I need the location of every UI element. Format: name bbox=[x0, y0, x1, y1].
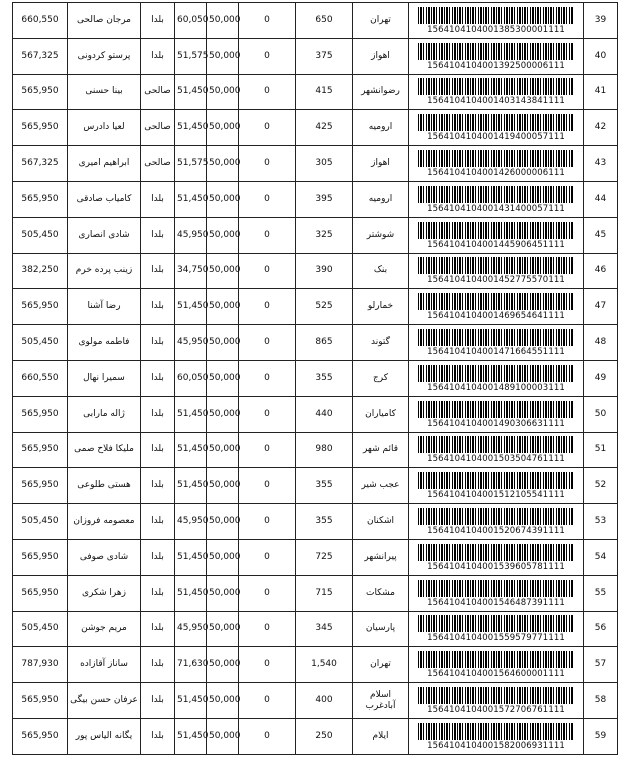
cell-type: بلدا bbox=[141, 718, 175, 754]
cell-amount-a: 50,000 bbox=[207, 539, 239, 575]
cell-amount-a: 50,000 bbox=[207, 217, 239, 253]
cell-type: بلدا bbox=[141, 253, 175, 289]
cell-amount-b: 71,630 bbox=[175, 647, 207, 683]
cell-total: 565,950 bbox=[13, 683, 68, 719]
cell-index: 43 bbox=[584, 146, 618, 182]
cell-city: مشکات bbox=[353, 575, 409, 611]
cell-amount-b: 51,450 bbox=[175, 110, 207, 146]
cell-barcode bbox=[409, 396, 584, 432]
cell-zero: 0 bbox=[239, 468, 296, 504]
cell-barcode bbox=[409, 110, 584, 146]
table-row bbox=[13, 718, 618, 754]
cell-amount-a: 50,000 bbox=[207, 718, 239, 754]
cell-name: عرفان حسن بیگی bbox=[68, 683, 141, 719]
barcode-number: 1564104104001445906451111 bbox=[427, 239, 565, 250]
cell-total: 565,950 bbox=[13, 575, 68, 611]
cell-amount-b: 60,050 bbox=[175, 360, 207, 396]
cell-amount-a: 50,000 bbox=[207, 38, 239, 74]
cell-total: 505,450 bbox=[13, 325, 68, 361]
cell-city: عجب شیر bbox=[353, 468, 409, 504]
cell-type: صالحی bbox=[141, 110, 175, 146]
cell-index: 41 bbox=[584, 74, 618, 110]
cell-total: 505,450 bbox=[13, 611, 68, 647]
cell-city: قائم شهر bbox=[353, 432, 409, 468]
cell-index: 46 bbox=[584, 253, 618, 289]
barcode-graphic bbox=[418, 401, 574, 418]
cell-barcode bbox=[409, 432, 584, 468]
table-row bbox=[13, 432, 618, 468]
cell-barcode bbox=[409, 360, 584, 396]
cell-total: 565,950 bbox=[13, 432, 68, 468]
table-row bbox=[13, 253, 618, 289]
barcode-graphic bbox=[418, 257, 574, 274]
cell-qty: 375 bbox=[296, 38, 353, 74]
cell-amount-b: 60,050 bbox=[175, 3, 207, 39]
cell-qty: 355 bbox=[296, 468, 353, 504]
cell-index: 50 bbox=[584, 396, 618, 432]
cell-total: 565,950 bbox=[13, 718, 68, 754]
cell-type: بلدا bbox=[141, 289, 175, 325]
barcode-graphic bbox=[418, 472, 574, 489]
cell-total: 382,250 bbox=[13, 253, 68, 289]
cell-name: شادی صوفی bbox=[68, 539, 141, 575]
cell-city: شوشتر bbox=[353, 217, 409, 253]
cell-city: اسلام آبادغرب bbox=[353, 683, 409, 719]
cell-type: بلدا bbox=[141, 504, 175, 540]
table-row bbox=[13, 289, 618, 325]
cell-type: بلدا bbox=[141, 575, 175, 611]
cell-barcode bbox=[409, 575, 584, 611]
cell-zero: 0 bbox=[239, 396, 296, 432]
cell-city: تهران bbox=[353, 647, 409, 683]
barcode-graphic bbox=[418, 150, 574, 167]
cell-type: بلدا bbox=[141, 468, 175, 504]
cell-type: بلدا bbox=[141, 396, 175, 432]
cell-zero: 0 bbox=[239, 539, 296, 575]
cell-qty: 345 bbox=[296, 611, 353, 647]
barcode-graphic bbox=[418, 329, 574, 346]
cell-index: 57 bbox=[584, 647, 618, 683]
cell-qty: 390 bbox=[296, 253, 353, 289]
cell-type: بلدا bbox=[141, 360, 175, 396]
barcode-graphic bbox=[418, 615, 574, 632]
cell-zero: 0 bbox=[239, 360, 296, 396]
barcode-graphic bbox=[418, 436, 574, 453]
cell-barcode bbox=[409, 468, 584, 504]
cell-city: ارومیه bbox=[353, 181, 409, 217]
cell-zero: 0 bbox=[239, 38, 296, 74]
cell-total: 565,950 bbox=[13, 539, 68, 575]
cell-name: مرجان صالحی bbox=[68, 3, 141, 39]
cell-city: رضوانشهر bbox=[353, 74, 409, 110]
barcode-graphic bbox=[418, 114, 574, 131]
cell-total: 565,950 bbox=[13, 468, 68, 504]
barcode-graphic bbox=[418, 222, 574, 239]
cell-name: ابراهیم امیری bbox=[68, 146, 141, 182]
cell-amount-a: 50,000 bbox=[207, 74, 239, 110]
cell-amount-a: 50,000 bbox=[207, 468, 239, 504]
cell-total: 565,950 bbox=[13, 181, 68, 217]
cell-type: بلدا bbox=[141, 432, 175, 468]
cell-qty: 980 bbox=[296, 432, 353, 468]
barcode-number: 1564104104001489100003111 bbox=[427, 382, 565, 393]
cell-amount-a: 50,000 bbox=[207, 181, 239, 217]
cell-qty: 865 bbox=[296, 325, 353, 361]
cell-barcode bbox=[409, 38, 584, 74]
cell-zero: 0 bbox=[239, 718, 296, 754]
cell-zero: 0 bbox=[239, 432, 296, 468]
cell-qty: 715 bbox=[296, 575, 353, 611]
cell-amount-b: 51,450 bbox=[175, 683, 207, 719]
table-row bbox=[13, 217, 618, 253]
cell-city: تهران bbox=[353, 3, 409, 39]
cell-qty: 395 bbox=[296, 181, 353, 217]
table-row bbox=[13, 360, 618, 396]
cell-total: 565,950 bbox=[13, 396, 68, 432]
table-row bbox=[13, 647, 618, 683]
cell-name: شادی انصاری bbox=[68, 217, 141, 253]
cell-index: 42 bbox=[584, 110, 618, 146]
cell-index: 59 bbox=[584, 718, 618, 754]
cell-amount-b: 51,575 bbox=[175, 146, 207, 182]
barcode-number: 1564104104001503504761111 bbox=[427, 454, 565, 465]
cell-amount-a: 50,000 bbox=[207, 611, 239, 647]
cell-type: بلدا bbox=[141, 181, 175, 217]
cell-zero: 0 bbox=[239, 3, 296, 39]
cell-name: پرستو کردونی bbox=[68, 38, 141, 74]
cell-amount-a: 50,000 bbox=[207, 396, 239, 432]
cell-index: 52 bbox=[584, 468, 618, 504]
table-row bbox=[13, 181, 618, 217]
cell-amount-a: 50,000 bbox=[207, 575, 239, 611]
barcode-number: 1564104104001419400057111 bbox=[427, 132, 565, 143]
table-row bbox=[13, 74, 618, 110]
cell-barcode bbox=[409, 539, 584, 575]
cell-amount-a: 50,000 bbox=[207, 504, 239, 540]
barcode-number: 1564104104001469654641111 bbox=[427, 311, 565, 322]
cell-index: 58 bbox=[584, 683, 618, 719]
table-row bbox=[13, 3, 618, 39]
barcode-number: 1564104104001572706761111 bbox=[427, 705, 565, 716]
cell-name: رضا آشنا bbox=[68, 289, 141, 325]
cell-qty: 250 bbox=[296, 718, 353, 754]
cell-type: بلدا bbox=[141, 325, 175, 361]
cell-type: صالحی bbox=[141, 146, 175, 182]
barcode-number: 1564104104001520674391111 bbox=[427, 526, 565, 537]
cell-name: ساناز آقازاده bbox=[68, 647, 141, 683]
cell-qty: 400 bbox=[296, 683, 353, 719]
barcode-graphic bbox=[418, 723, 574, 740]
cell-index: 40 bbox=[584, 38, 618, 74]
cell-zero: 0 bbox=[239, 647, 296, 683]
cell-amount-a: 50,000 bbox=[207, 432, 239, 468]
cell-amount-b: 51,575 bbox=[175, 38, 207, 74]
barcode-number: 1564104104001490306631111 bbox=[427, 418, 565, 429]
cell-amount-a: 50,000 bbox=[207, 360, 239, 396]
barcode-graphic bbox=[418, 293, 574, 310]
cell-city: ارومیه bbox=[353, 110, 409, 146]
cell-name: کامیاب صادقی bbox=[68, 181, 141, 217]
cell-amount-b: 51,450 bbox=[175, 181, 207, 217]
cell-index: 51 bbox=[584, 432, 618, 468]
cell-type: بلدا bbox=[141, 683, 175, 719]
table-row bbox=[13, 146, 618, 182]
barcode-number: 1564104104001471664551111 bbox=[427, 347, 565, 358]
cell-zero: 0 bbox=[239, 110, 296, 146]
cell-amount-b: 45,950 bbox=[175, 611, 207, 647]
cell-total: 567,325 bbox=[13, 146, 68, 182]
cell-name: بینا حسنی bbox=[68, 74, 141, 110]
cell-city: اشکنان bbox=[353, 504, 409, 540]
cell-city: خمارلو bbox=[353, 289, 409, 325]
table-row bbox=[13, 683, 618, 719]
cell-qty: 425 bbox=[296, 110, 353, 146]
cell-qty: 525 bbox=[296, 289, 353, 325]
cell-zero: 0 bbox=[239, 181, 296, 217]
cell-amount-a: 50,000 bbox=[207, 683, 239, 719]
cell-barcode bbox=[409, 683, 584, 719]
cell-amount-a: 50,000 bbox=[207, 289, 239, 325]
cell-amount-b: 51,450 bbox=[175, 539, 207, 575]
cell-name: سمیرا نهال bbox=[68, 360, 141, 396]
cell-type: بلدا bbox=[141, 539, 175, 575]
cell-qty: 415 bbox=[296, 74, 353, 110]
cell-zero: 0 bbox=[239, 504, 296, 540]
barcode-number: 1564104104001546487391111 bbox=[427, 597, 565, 608]
cell-type: بلدا bbox=[141, 38, 175, 74]
cell-barcode bbox=[409, 146, 584, 182]
cell-city: کرج bbox=[353, 360, 409, 396]
cell-total: 787,930 bbox=[13, 647, 68, 683]
table-row bbox=[13, 539, 618, 575]
cell-type: بلدا bbox=[141, 647, 175, 683]
cell-name: مریم جوشن bbox=[68, 611, 141, 647]
cell-name: ملیکا فلاح صمی bbox=[68, 432, 141, 468]
cell-amount-b: 51,450 bbox=[175, 432, 207, 468]
barcode-graphic bbox=[418, 43, 574, 60]
cell-barcode bbox=[409, 325, 584, 361]
cell-index: 47 bbox=[584, 289, 618, 325]
cell-qty: 305 bbox=[296, 146, 353, 182]
cell-name: زهرا شکری bbox=[68, 575, 141, 611]
cell-amount-a: 50,000 bbox=[207, 110, 239, 146]
cell-amount-a: 50,000 bbox=[207, 647, 239, 683]
cell-zero: 0 bbox=[239, 325, 296, 361]
cell-amount-b: 51,450 bbox=[175, 396, 207, 432]
cell-total: 660,550 bbox=[13, 3, 68, 39]
cell-qty: 355 bbox=[296, 360, 353, 396]
barcode-number: 1564104104001559579771111 bbox=[427, 633, 565, 644]
cell-type: بلدا bbox=[141, 611, 175, 647]
cell-amount-b: 51,450 bbox=[175, 718, 207, 754]
cell-amount-a: 50,000 bbox=[207, 146, 239, 182]
cell-city: کامیاران bbox=[353, 396, 409, 432]
shipment-table bbox=[12, 2, 618, 755]
cell-barcode bbox=[409, 74, 584, 110]
table-row bbox=[13, 504, 618, 540]
cell-city: گتوند bbox=[353, 325, 409, 361]
cell-zero: 0 bbox=[239, 683, 296, 719]
cell-amount-b: 51,450 bbox=[175, 575, 207, 611]
cell-amount-b: 51,450 bbox=[175, 468, 207, 504]
cell-zero: 0 bbox=[239, 217, 296, 253]
table-row bbox=[13, 325, 618, 361]
cell-index: 45 bbox=[584, 217, 618, 253]
cell-amount-a: 50,000 bbox=[207, 325, 239, 361]
cell-index: 56 bbox=[584, 611, 618, 647]
cell-barcode bbox=[409, 647, 584, 683]
cell-amount-b: 51,450 bbox=[175, 74, 207, 110]
cell-amount-b: 45,950 bbox=[175, 325, 207, 361]
cell-amount-b: 51,450 bbox=[175, 289, 207, 325]
table-body bbox=[13, 3, 618, 755]
barcode-graphic bbox=[418, 687, 574, 704]
barcode-number: 1564104104001385300001111 bbox=[427, 24, 565, 35]
table-row bbox=[13, 468, 618, 504]
barcode-graphic bbox=[418, 78, 574, 95]
cell-barcode bbox=[409, 289, 584, 325]
cell-qty: 440 bbox=[296, 396, 353, 432]
barcode-number: 1564104104001582006931111 bbox=[427, 740, 565, 751]
table-row bbox=[13, 396, 618, 432]
cell-zero: 0 bbox=[239, 575, 296, 611]
barcode-graphic bbox=[418, 186, 574, 203]
cell-index: 55 bbox=[584, 575, 618, 611]
cell-city: اهواز bbox=[353, 146, 409, 182]
cell-barcode bbox=[409, 181, 584, 217]
table-row bbox=[13, 110, 618, 146]
cell-amount-b: 34,750 bbox=[175, 253, 207, 289]
cell-index: 44 bbox=[584, 181, 618, 217]
cell-qty: 325 bbox=[296, 217, 353, 253]
table-row bbox=[13, 38, 618, 74]
cell-name: فاطمه مولوی bbox=[68, 325, 141, 361]
cell-zero: 0 bbox=[239, 611, 296, 647]
cell-total: 505,450 bbox=[13, 504, 68, 540]
cell-index: 54 bbox=[584, 539, 618, 575]
barcode-graphic bbox=[418, 508, 574, 525]
barcode-number: 1564104104001431400057111 bbox=[427, 203, 565, 214]
barcode-graphic bbox=[418, 651, 574, 668]
cell-index: 48 bbox=[584, 325, 618, 361]
barcode-number: 1564104104001564600001111 bbox=[427, 669, 565, 680]
cell-city: پارسیان bbox=[353, 611, 409, 647]
cell-type: بلدا bbox=[141, 217, 175, 253]
cell-total: 567,325 bbox=[13, 38, 68, 74]
cell-total: 660,550 bbox=[13, 360, 68, 396]
barcode-number: 1564104104001403143841111 bbox=[427, 96, 565, 107]
cell-city: بنک bbox=[353, 253, 409, 289]
barcode-number: 1564104104001539605781111 bbox=[427, 561, 565, 572]
cell-type: بلدا bbox=[141, 3, 175, 39]
cell-index: 53 bbox=[584, 504, 618, 540]
cell-barcode bbox=[409, 611, 584, 647]
cell-barcode bbox=[409, 718, 584, 754]
cell-total: 565,950 bbox=[13, 110, 68, 146]
cell-amount-b: 45,950 bbox=[175, 504, 207, 540]
cell-zero: 0 bbox=[239, 289, 296, 325]
barcode-graphic bbox=[418, 7, 574, 24]
cell-qty: 355 bbox=[296, 504, 353, 540]
cell-city: پیرانشهر bbox=[353, 539, 409, 575]
cell-name: هستی طلوعی bbox=[68, 468, 141, 504]
cell-qty: 1,540 bbox=[296, 647, 353, 683]
cell-name: یگانه الیاس پور bbox=[68, 718, 141, 754]
cell-amount-a: 50,000 bbox=[207, 253, 239, 289]
cell-zero: 0 bbox=[239, 146, 296, 182]
cell-amount-b: 45,950 bbox=[175, 217, 207, 253]
cell-name: معصومه فروزان bbox=[68, 504, 141, 540]
barcode-number: 1564104104001392500006111 bbox=[427, 60, 565, 71]
barcode-number: 1564104104001426000006111 bbox=[427, 168, 565, 179]
barcode-number: 1564104104001452775570111 bbox=[427, 275, 565, 286]
cell-barcode bbox=[409, 253, 584, 289]
cell-barcode bbox=[409, 504, 584, 540]
cell-zero: 0 bbox=[239, 74, 296, 110]
cell-total: 565,950 bbox=[13, 74, 68, 110]
cell-amount-a: 50,000 bbox=[207, 3, 239, 39]
cell-barcode bbox=[409, 217, 584, 253]
cell-type: صالحی bbox=[141, 74, 175, 110]
barcode-graphic bbox=[418, 365, 574, 382]
cell-name: زینب پرده خرم bbox=[68, 253, 141, 289]
cell-qty: 650 bbox=[296, 3, 353, 39]
cell-zero: 0 bbox=[239, 253, 296, 289]
cell-city: اهواز bbox=[353, 38, 409, 74]
cell-total: 505,450 bbox=[13, 217, 68, 253]
cell-barcode bbox=[409, 3, 584, 39]
cell-name: ژاله مارابی bbox=[68, 396, 141, 432]
cell-name: لعیا دادرس bbox=[68, 110, 141, 146]
barcode-graphic bbox=[418, 544, 574, 561]
table-row bbox=[13, 575, 618, 611]
table-row bbox=[13, 611, 618, 647]
barcode-number: 1564104104001512105541111 bbox=[427, 490, 565, 501]
cell-city: ایلام bbox=[353, 718, 409, 754]
cell-qty: 725 bbox=[296, 539, 353, 575]
cell-total: 565,950 bbox=[13, 289, 68, 325]
barcode-graphic bbox=[418, 580, 574, 597]
cell-index: 49 bbox=[584, 360, 618, 396]
cell-index: 39 bbox=[584, 3, 618, 39]
